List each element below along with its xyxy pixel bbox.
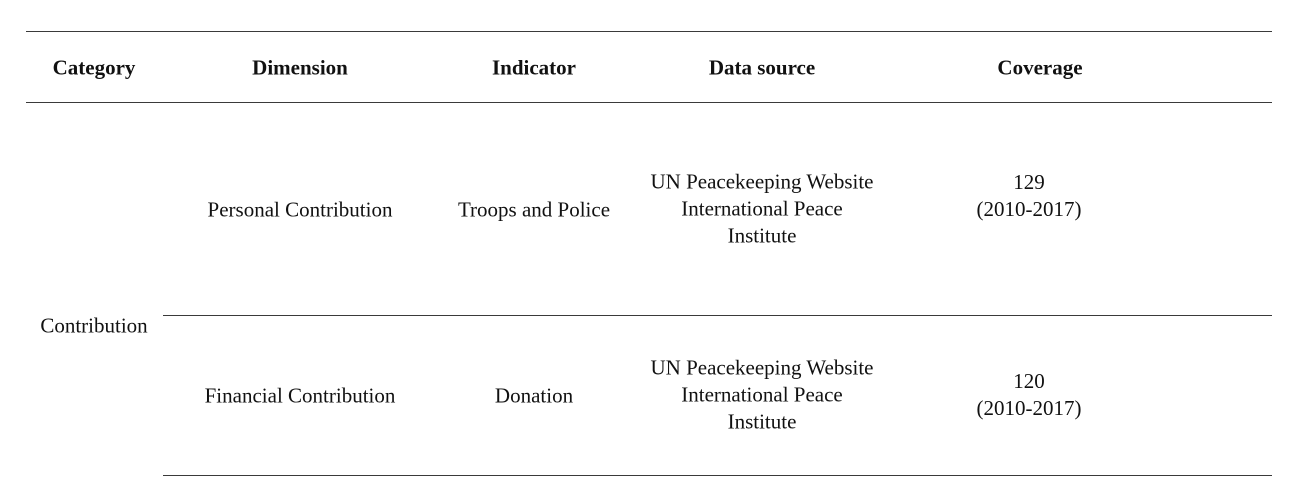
category-cell: Contribution xyxy=(40,313,148,338)
dimension-cell: Personal Contribution xyxy=(207,197,393,222)
top-rule xyxy=(26,31,1272,32)
data-source-line: International Peace xyxy=(681,382,843,407)
coverage-years: (2010-2017) xyxy=(976,197,1082,221)
coverage-count: 129 xyxy=(1013,170,1045,194)
header-data-source: Data source xyxy=(708,55,816,80)
data-source-line: UN Peacekeeping Website xyxy=(650,355,874,380)
header-dimension: Dimension xyxy=(252,55,348,80)
row-divider-rule xyxy=(163,315,1272,316)
data-source-cell xyxy=(650,169,873,250)
indicator-cell: Troops and Police xyxy=(457,197,611,222)
header-coverage: Coverage xyxy=(997,55,1083,80)
dimension-cell: Financial Contribution xyxy=(204,383,396,408)
header-indicator: Indicator xyxy=(492,55,576,80)
header-rule xyxy=(26,102,1272,103)
header-category: Category xyxy=(52,55,136,80)
coverage-cell xyxy=(977,368,1082,422)
data-source-cell xyxy=(650,355,873,436)
coverage-years: (2010-2017) xyxy=(976,396,1082,420)
indicator-cell: Donation xyxy=(494,383,574,408)
data-source-line: Institute xyxy=(727,409,797,434)
coverage-cell xyxy=(977,169,1082,223)
data-source-line: Institute xyxy=(727,223,797,248)
coverage-count: 120 xyxy=(1013,369,1045,393)
data-source-line: International Peace xyxy=(681,196,843,221)
bottom-rule xyxy=(163,475,1272,476)
data-source-line: UN Peacekeeping Website xyxy=(650,169,874,194)
